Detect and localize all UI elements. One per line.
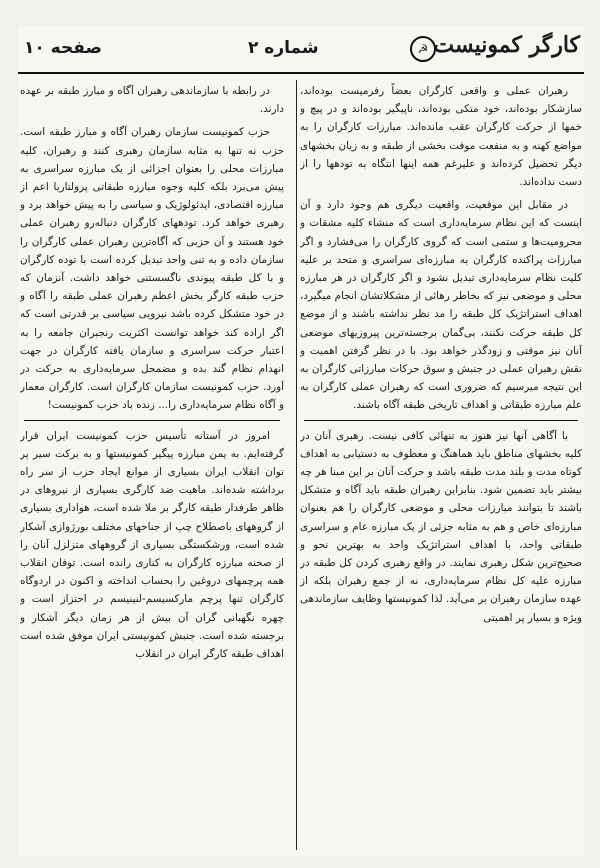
paragraph: در مقابل این موقعیت، واقعیت دیگری هم وجود دارد و آن اینست که این نظام سرمایه‌داری است که منشاء کلیه مشقات و محرومیت‌ها و ستمی است که گروی کارگران را می‌فشارد و اگر مبارزات پراکنده کارگران به مبارزه‌ای سراسری و متحد بر علیه کلیت نظام سرمایه‌داری تبدیل نشود و اگر کارگران در هر مبارزه محلی و موضعی نیز که بخاطر رهائی از مشکلاتشان انجام میگیرد، اهداف استراتژیک کل طبقه را مد نظر نداشته باشند و از موضع کل طبقه حرکت نکنند، بی‌گمان برجسته‌ترین پیروزیهای موضعی آنان نیز موقتی و زودگذر خواهد بود. با در نظر گرفتن اهمیت و نقش رهبران عملی در جنبش و سوق حرکات مبارزاتی کارگران به این نتیجه میرسیم که ضروری است که رهبران عملی کارگران به علم مبارزه طبقاتی و اهداف تاریخی طبقه آگاه باشند. [300, 199, 582, 412]
paragraph: امروز در آستانه تأسیس حزب کمونیست ایران قرار گرفته‌ایم. به یمن مبارزه پیگیر کمونیستها و به برکت سیر پر توان انقلاب ایران بسیاری از موانع ایجاد حزب از سر راه برداشته شده‌اند. ماهیت ضد کارگری بسیاری از نیروهای در ظاهر طرفدار طبقه کارگر بر ملا شده است، هواداری بسیاری از گروههای باصطلاح چپ از جناحهای مختلف بورژوازی آشکار شده است، ورشکستگی بسیاری از گروههای متزلزل آنان را از صحنه مبارزه کارگران به کناری رانده است. توفان انقلاب همه پرچمهای دروغین را بحساب انداخته و اکنون در اردوگاه کارگران تنها پرچم مارکسیسم-لنینیسم در احتزاز است و چهره نگهبانی گران آن بیش از هر زمان دیگر آشکار و برجسته شده است. جنبش کمونیستی ایران موفق شده است اهداف طبقه کارگر ایران در انقلاب [20, 429, 284, 661]
newspaper-page [18, 26, 584, 856]
hammer-sickle-logo-icon: ☭ [410, 36, 436, 62]
paragraph: در رابطه با سازماندهی رهبران آگاه و مبارز طبقه بر عهده دارند. [20, 85, 284, 116]
page-header [18, 26, 584, 74]
column-divider [296, 80, 297, 850]
page-number: صفحه ۱۰ [24, 38, 102, 58]
right-column [300, 82, 582, 850]
section-rule [304, 420, 578, 421]
masthead-title: کارگر کمونیست [433, 32, 580, 58]
paragraph: حزب کمونیست سازمان رهبران آگاه و مبارز طبقه است. حزب نه تنها به مثابه سازمان رهبری کنند و رهبران، کلیه مبارزات محلی را بعنوان اجزائی از یک مبارزه سراسری به پیش می‌برد بلکه کلیه وجوه مبارزه طبقاتی پرولتاریا اعم از مبارزه اقتصادی، ایدئولوژیک و سیاسی را به پیش خواهد برد و رهبری خواهد کرد. تودههای کارگران دنباله‌رو رهبران عملی خود هستند و آن حزبی که آگاه‌ترین رهبران عملی کارگران را سازمان داده و به تنی واحد تبدیل کرده است با توده کارگران و با کل طبقه پیوندی ناگسستنی خواهد داشت. آنزمان که حزب طبقه کارگر بخش اعظم رهبران عملی طبقه را آگاه و در خود متشکل کرده باشد نیرویی سیاسی بر قدرتی است که اگر اراده کند خواهد توانست اکثریت رنجبران جامعه را به اعتبار حرکت سراسری و سازمان یافته کارگران در جهت انهدام نظام گند بده و مضمحل سرمایه‌داری به حرکت در آورد. حزب کمونیست سازمان کارگران است. کارگران معمار و آگاه نظام سرمایه‌داری را... زنده باد حزب کمونیست! [20, 126, 284, 412]
left-column [20, 82, 284, 850]
issue-number: شماره ۲ [248, 38, 319, 58]
section-rule [24, 420, 280, 421]
paragraph: با آگاهی آنها نیز هنوز به تنهائی کافی نیست. رهبری آنان در کلیه بخشهای مناطق باید هماهنگ و معطوف به دستیابی به اهداف کوتاه مدت و بلند مدت طبقه باشد و حرکت آنان بر این مبنا هر چه بیشتر باید تضمین شود. بنابراین رهبران طبقه باید آگاه و متشکل باشند تا بتوانند مبارزات محلی و موضعی کارگران را هم بعنوان مبارزه‌ای خاص و هم به مثابه جزئی از یک مبارزه عام و سراسری طبقاتی واحد، با اهداف استراتژیک واحد به بهترین نحو و صحیح‌ترین شکل رهبری نمایند. در واقع رهبری کردن کل طبقه در مبارزه علیه کل نظام سرمایه‌داری، نه از جمع رهبران بلکه از عهده سازمان رهبران بر می‌آید. لذا کمونیستها وظایف سازماندهی ویژه و بسیار پر اهمیتی [300, 429, 582, 624]
paragraph: رهبران عملی و واقعی کارگران بعضاً رفرمیست بوده‌اند، سازشکار بوده‌اند، خود متکی بوده‌اند، ناپیگیر بوده‌اند و در پیچ و خمها از حرکت کارگران عقب مانده‌اند. مبارزات کارگران را به مواضع کهنه و به منفعت موقت بخشی از طبقه و به زیان بخشهای دیگر تحصیل کرده‌اند و علیرغم همه اینها انتگاه به تودهها را از دست نداده‌اند. [300, 85, 582, 189]
